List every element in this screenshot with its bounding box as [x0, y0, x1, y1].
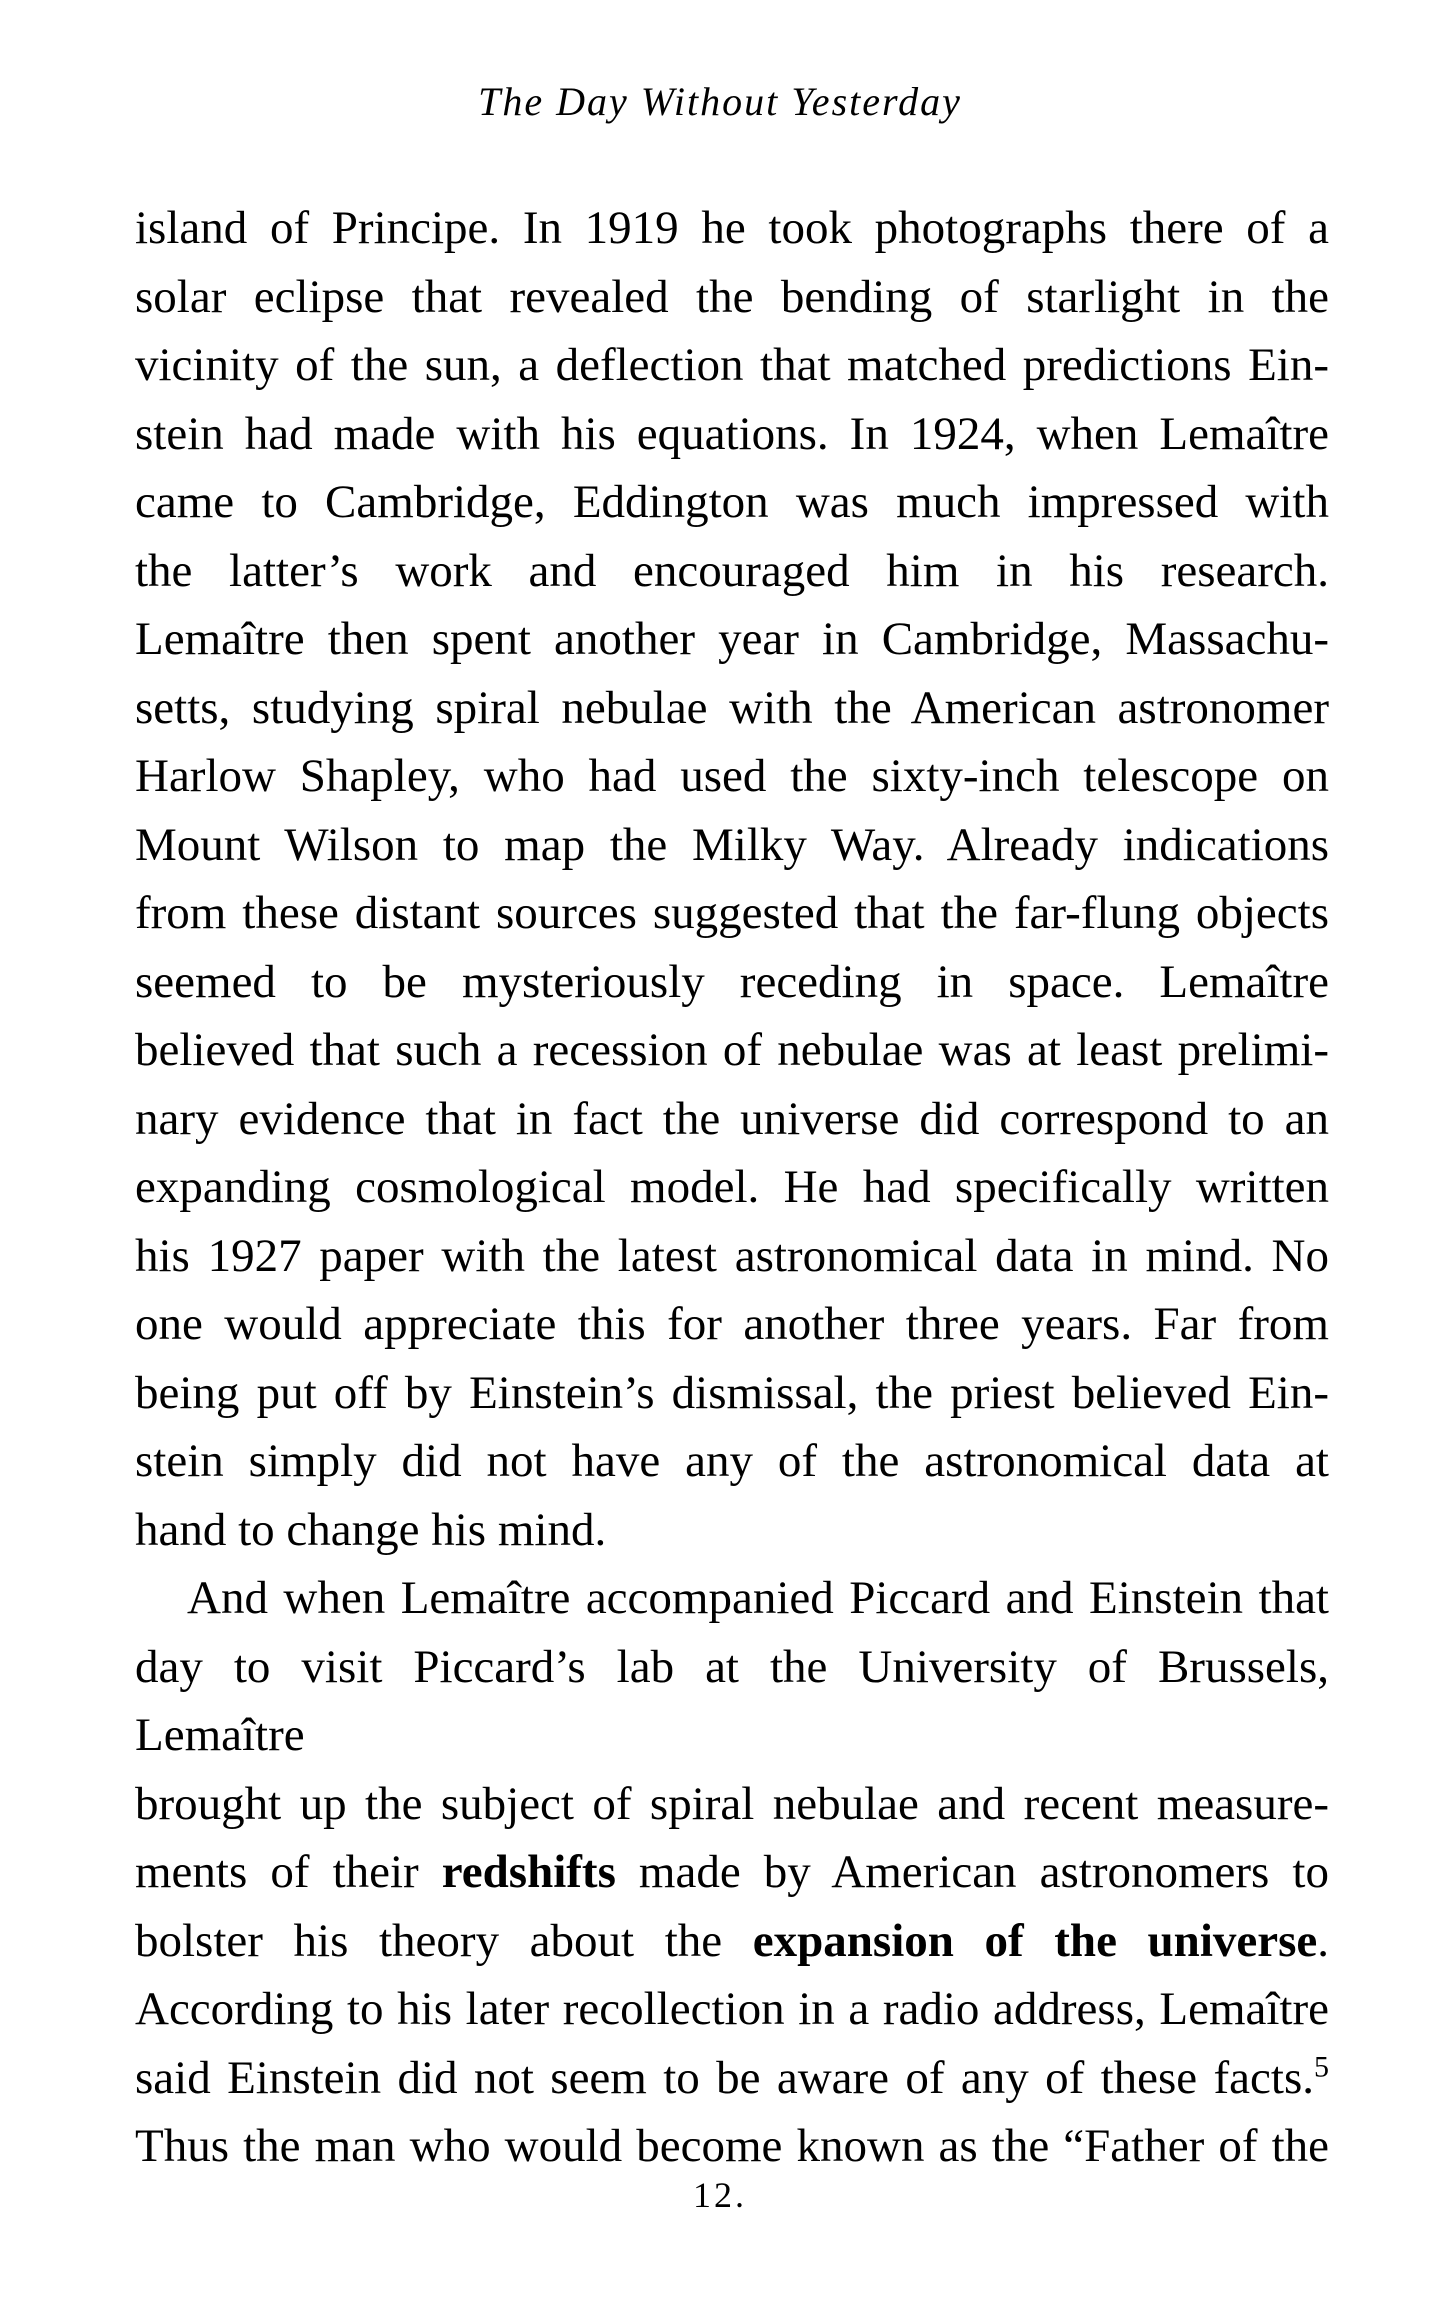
text-line: the latter’s work and encouraged him in his research.: [135, 544, 1329, 597]
text-line: seemed to be mysteriously receding in space. Lemaître: [135, 955, 1329, 1008]
text-line: Mount Wilson to map the Milky Way. Already indications: [135, 818, 1329, 871]
text-line: [135, 2044, 1329, 2113]
line-segment: .: [1317, 1914, 1330, 1967]
text-line: Harlow Shapley, who had used the sixty-inch telescope on: [135, 750, 1329, 802]
running-head: The Day Without Yesterday: [478, 79, 962, 124]
text-line: his 1927 paper with the latest astronomical data in mind. No: [135, 1229, 1329, 1282]
text-line: expanding cosmological model. He had specifically written: [135, 1161, 1329, 1213]
text-line: vicinity of the sun, a deflection that matched predictions Ein-: [135, 339, 1329, 391]
text-line: setts, studying spiral nebulae with the American astronomer: [135, 681, 1329, 734]
text-line: island of Principe. In 1919 he took photographs there of a: [135, 202, 1329, 254]
paragraph-2: [135, 1564, 1329, 2181]
text-line: one would appreciate this for another three years. Far from: [135, 1298, 1329, 1350]
line-segment: said Einstein did not seem to be aware of any of these facts.: [135, 2051, 1314, 2104]
text-line: And when Lemaître accompanied Piccard and Einstein that: [187, 1572, 1329, 1624]
text-line: Thus the man who would become known as the “Father of the: [135, 2120, 1329, 2172]
text-line: day to visit Piccard’s lab at the University of Brussels, Lemaître: [135, 1640, 1329, 1761]
text-line: hand to change his mind.: [135, 1503, 607, 1556]
text-line: nary evidence that in fact the universe did correspond to an: [135, 1092, 1329, 1145]
text-line: [135, 1907, 1329, 1976]
footnote-reference[interactable]: 5: [1314, 2049, 1329, 2083]
text-line: came to Cambridge, Eddington was much impressed with: [135, 476, 1329, 528]
line-segment: made by American astronomers to: [615, 1846, 1329, 1898]
text-line: solar eclipse that revealed the bending of starlight in the: [135, 270, 1329, 323]
text-line: stein had made with his equations. In 1924, when Lemaître: [135, 407, 1329, 460]
line-segment: ments of their: [135, 1846, 442, 1898]
body-text: [135, 194, 1329, 2181]
text-line: brought up the subject of spiral nebulae and recent measure-: [135, 1777, 1329, 1830]
page-number: 12.: [693, 2175, 747, 2215]
text-line: Lemaître then spent another year in Cambridge, Massachu-: [135, 613, 1329, 665]
text-line: from these distant sources suggested that the far-flung objects: [135, 887, 1329, 939]
key-term-expansion-of-the-universe: expansion of the universe: [752, 1914, 1318, 1967]
paragraph-1: [135, 194, 1329, 1564]
line-segment: bolster his theory about the: [135, 1914, 753, 1967]
text-line: stein simply did not have any of the astronomical data at: [135, 1435, 1329, 1487]
text-line: believed that such a recession of nebulae was at least prelimi-: [135, 1024, 1329, 1076]
text-line: being put off by Einstein’s dismissal, the priest believed Ein-: [135, 1366, 1329, 1419]
text-line: [135, 1838, 1329, 1907]
key-term-redshifts: redshifts: [441, 1846, 616, 1898]
text-line: According to his later recollection in a radio address, Lemaître: [135, 1983, 1329, 2035]
